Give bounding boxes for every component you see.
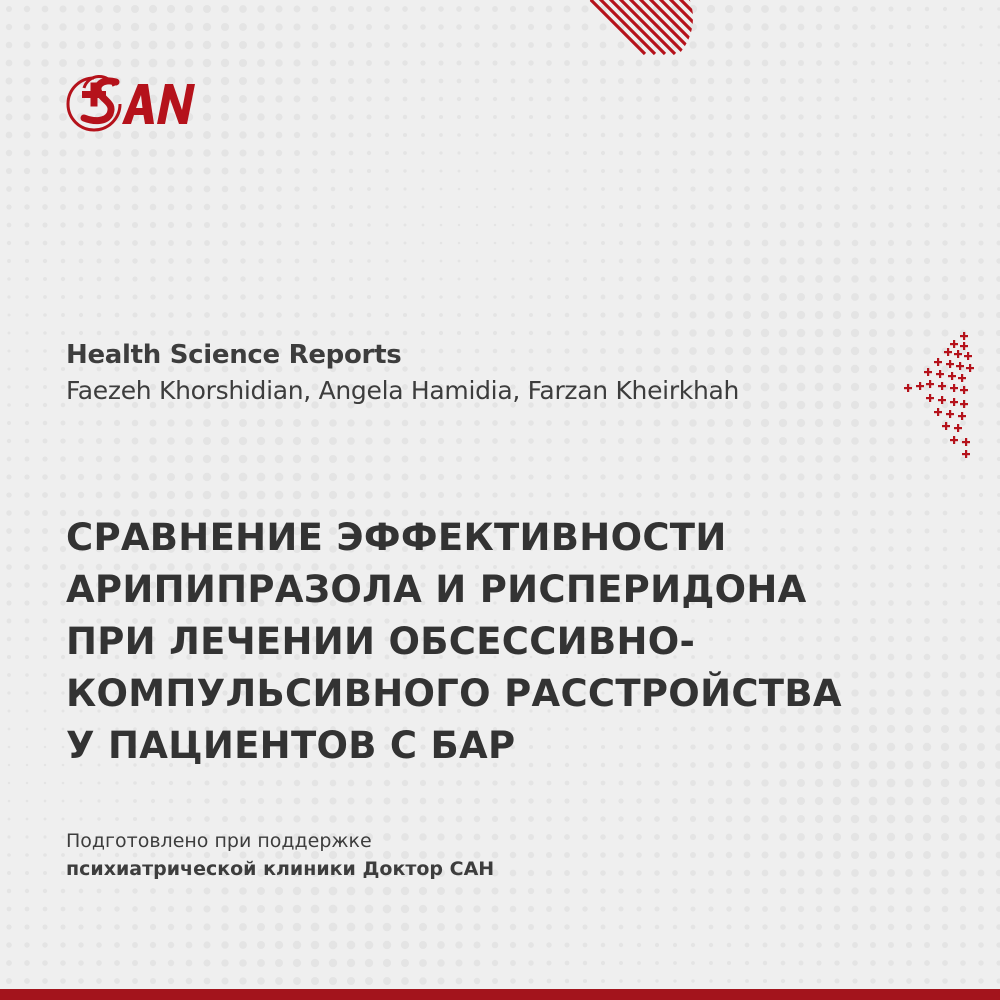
cross-pattern-icon	[900, 330, 980, 460]
clinic-name: психиатрической клиники Доктор САН	[66, 858, 495, 880]
bottom-accent-bar	[0, 989, 1000, 1000]
title-line: КОМПУЛЬСИВНОГО РАССТРОЙСТВА	[66, 672, 842, 715]
title-line: АРИПИПРАЗОЛА И РИСПЕРИДОНА	[66, 568, 807, 611]
title-line: СРАВНЕНИЕ ЭФФЕКТИВНОСТИ	[66, 516, 727, 559]
title-line: ПРИ ЛЕЧЕНИИ ОБСЕССИВНО-	[66, 620, 696, 663]
authors: Faezeh Khorshidian, Angela Hamidia, Farzan Kheirkhah	[66, 376, 740, 405]
striped-circle-icon	[585, 0, 695, 82]
article-title	[66, 512, 986, 772]
support-text: Подготовлено при поддержке	[66, 830, 372, 852]
san-logo	[64, 64, 224, 134]
title-line: У ПАЦИЕНТОВ С БАР	[66, 724, 516, 767]
journal-name: Health Science Reports	[66, 340, 402, 370]
